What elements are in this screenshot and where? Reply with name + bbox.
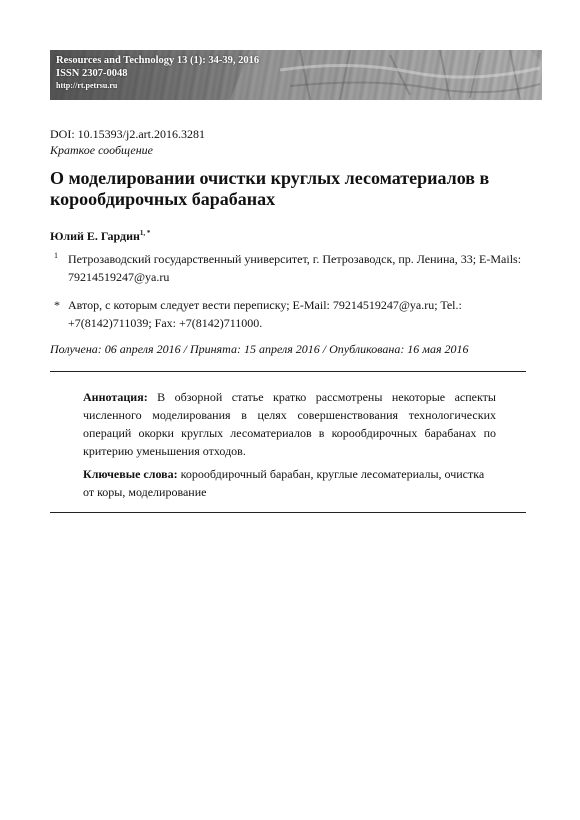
- keywords-text: корообдирочный барабан, круглые лесоматериалы, очистка от коры, моделирование: [83, 467, 485, 499]
- journal-issn: ISSN 2307-0048: [56, 68, 128, 79]
- keywords-label: Ключевые слова:: [83, 467, 178, 481]
- affiliation-text: Петрозаводский государственный университет, г. Петрозаводск, пр. Ленина, 33; E-Mails: 79214519247@ya.ru: [68, 252, 522, 284]
- article-type: Краткое сообщение: [50, 143, 153, 157]
- publication-dates: Получена: 06 апреля 2016 / Принята: 15 апреля 2016 / Опубликована: 16 мая 2016: [50, 342, 469, 356]
- journal-url[interactable]: http://rt.petrsu.ru: [56, 81, 118, 90]
- keywords: [83, 465, 496, 501]
- corresponding-author-note: [50, 296, 540, 332]
- affiliation-marker: 1: [54, 251, 58, 260]
- affiliation-1: [50, 250, 540, 286]
- abstract-bottom-rule: [50, 512, 526, 513]
- abstract: [83, 388, 496, 460]
- corresponding-text: Автор, с которым следует вести переписку; E-Mail: 79214519247@ya.ru; Tel.: +7(8142)711039; Fax: +7(8142)711000.: [68, 298, 462, 330]
- journal-citation: Resources and Technology 13 (1): 34-39, 2016: [56, 55, 260, 66]
- author-name: Юлий Е. Гардин: [50, 229, 140, 243]
- author-marks: 1, *: [139, 229, 151, 237]
- author: [50, 226, 150, 243]
- abstract-label: Аннотация:: [83, 390, 148, 404]
- journal-banner: [50, 50, 542, 100]
- abstract-text: В обзорной статье кратко рассмотрены некоторые аспекты численного моделирования в целях совершенствования технологических операций окорки круглых лесоматериалов в корообдирочных барабанах по критерию уменьшения отходов.: [83, 390, 496, 458]
- corresponding-marker: *: [54, 298, 60, 312]
- abstract-top-rule: [50, 371, 526, 372]
- banner-text: [56, 54, 259, 92]
- article-title: О моделировании очистки круглых лесоматериалов в корообдирочных барабанах: [50, 168, 490, 209]
- doi[interactable]: DOI: 10.15393/j2.art.2016.3281: [50, 127, 205, 141]
